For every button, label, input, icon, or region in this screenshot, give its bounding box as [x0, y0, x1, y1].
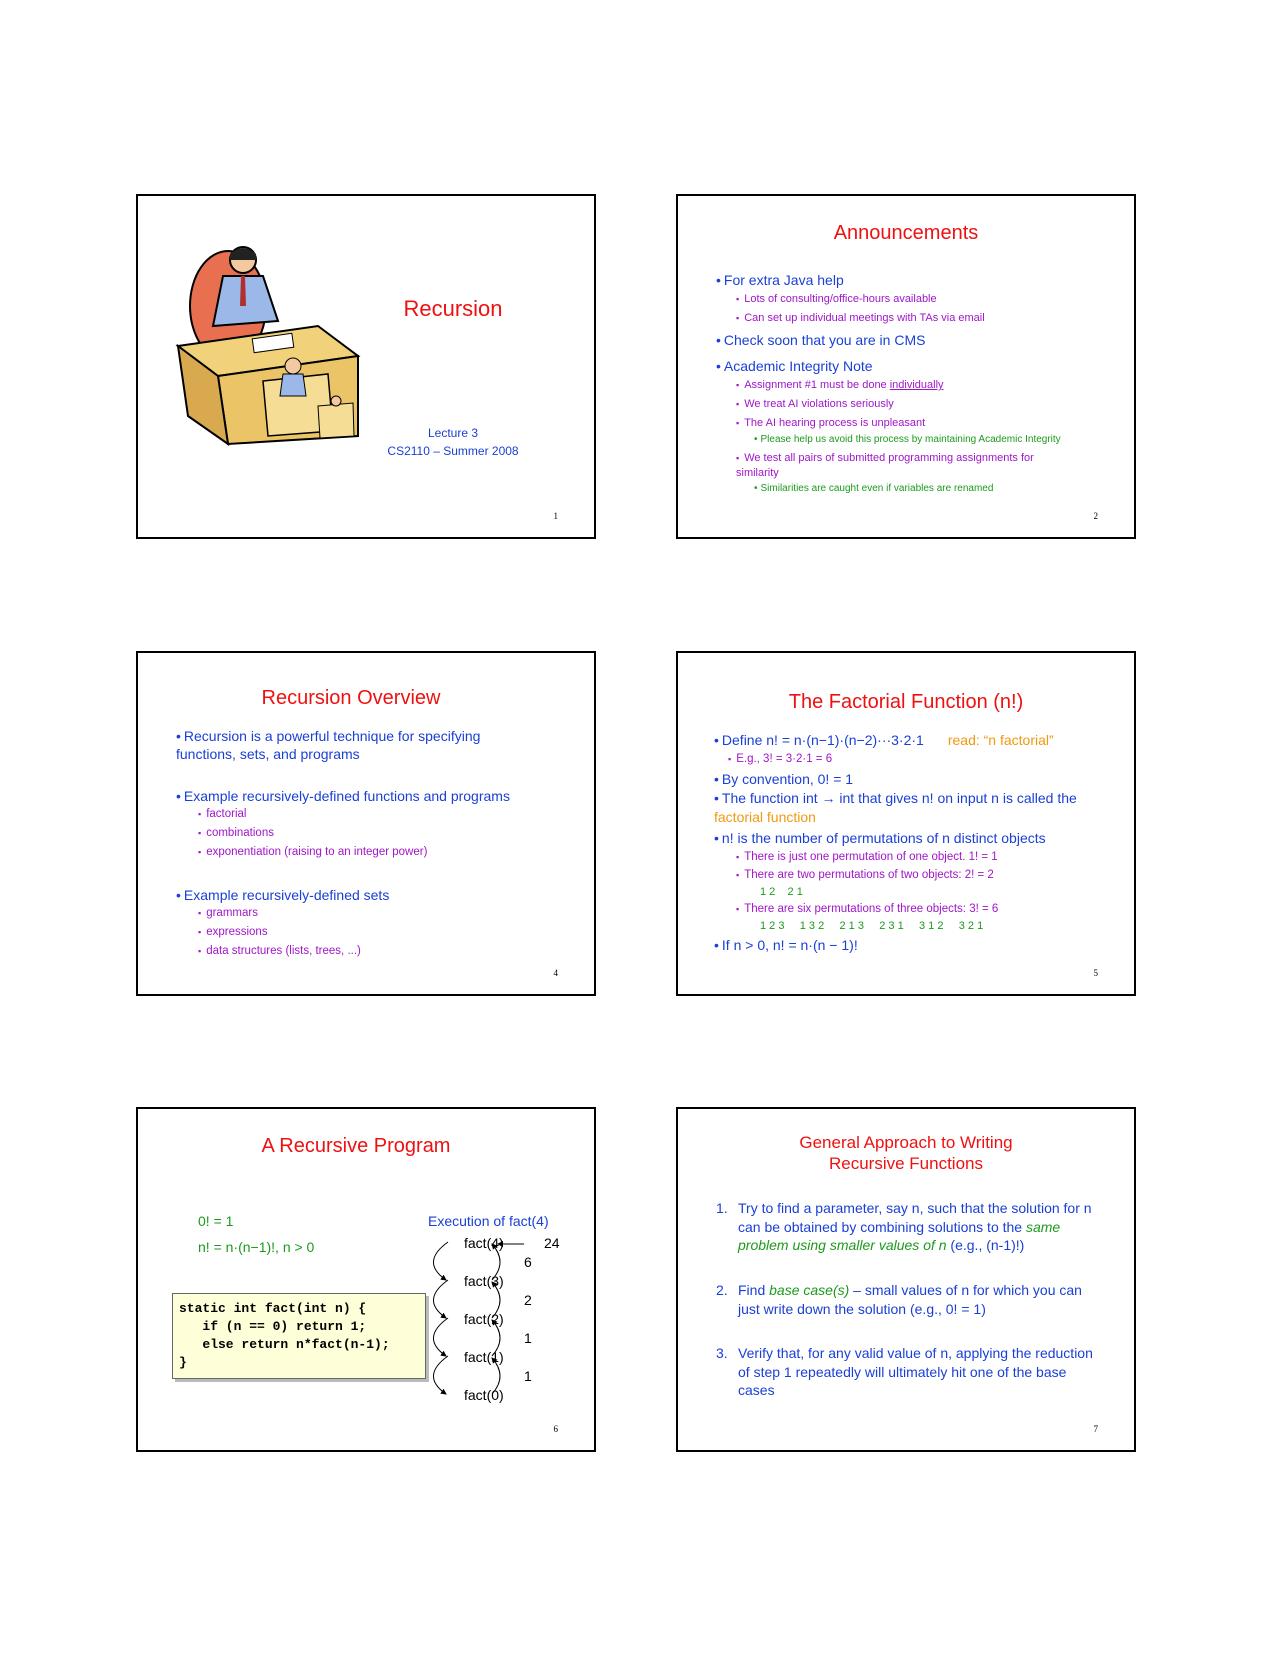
sub-bullet: ▪ E.g., 3! = 3·2·1 = 6 [728, 750, 1104, 768]
sub-bullet: ▪ grammars [198, 904, 556, 923]
bullet-function [714, 789, 1094, 827]
step-1-tail: (e.g., (n-1)!) [946, 1237, 1025, 1253]
return-2: 2 [524, 1292, 532, 1308]
slide-title: Recursion [403, 296, 503, 321]
page-number: 6 [553, 1424, 558, 1434]
sub-bullet: ▪ The AI hearing process is unpleasant [736, 414, 1096, 433]
slide-3 [136, 651, 596, 996]
step-2 [716, 1281, 1096, 1318]
return-24: 24 [544, 1235, 560, 1251]
page-number: 4 [553, 968, 558, 978]
page-number: 2 [1093, 511, 1098, 521]
step-2-tail: – small values of n for which you can just write down the solution (e.g., 0! = 1) [738, 1282, 1082, 1317]
permutation-example: 1 2 3 1 3 2 2 1 3 2 3 1 3 1 2 3 2 1 [760, 920, 984, 932]
individually-link: individually [889, 379, 944, 391]
sub-bullet: ▪ There is just one permutation of one object. 1! = 1 [736, 848, 1104, 866]
page-number: 1 [553, 511, 558, 521]
return-1-base: 1 [524, 1368, 532, 1384]
sub-bullet: ▪ We test all pairs of submitted programming assignments for similarity [736, 451, 1076, 481]
sub-bullet: ▪ There are two permutations of two objects: 2! = 2 [736, 866, 1104, 884]
bullet-recurrence: • If n > 0, n! = n·(n − 1)! [714, 936, 1104, 955]
sub-bullet: ▪ expressions [198, 923, 556, 942]
call-fact-2: fact(2) [464, 1311, 504, 1327]
slide-title: Announcements [833, 222, 979, 244]
call-fact-3: fact(3) [464, 1273, 504, 1289]
step-number: 3. [716, 1345, 728, 1361]
sub-bullet: ▪ factorial [198, 805, 556, 824]
assignment-text: ▪ Assignment #1 must be done [736, 379, 890, 391]
bullet-sets: • Example recursively-defined sets [176, 886, 556, 904]
slide-4 [676, 651, 1136, 996]
slide-5 [136, 1107, 596, 1452]
bullet-cms: • Check soon that you are in CMS [716, 330, 1096, 350]
bullet-define [714, 731, 1104, 750]
call-fact-0: fact(0) [464, 1387, 504, 1403]
slide-title: A Recursive Program [261, 1135, 451, 1157]
fact-code: static int fact(int n) { if (n == 0) return 1; else return n*fact(n-1); } [172, 1293, 426, 1379]
sub-sub-bullet: • Similarities are caught even if variables are renamed [754, 481, 1096, 497]
execution-label: Execution of fact(4) [428, 1213, 549, 1229]
sub-bullet: ▪ combinations [198, 824, 556, 843]
overview-list [176, 727, 556, 961]
sub-bullet: ▪ exponentiation (raising to an integer power) [198, 843, 556, 862]
step-1 [716, 1199, 1096, 1255]
slide-title-line-2: Recursive Functions [828, 1154, 983, 1173]
bullet-recursion: • Recursion is a powerful technique for specifying functions, sets, and programs [176, 727, 516, 763]
page-number: 5 [1093, 968, 1098, 978]
sub-bullet: ▪ There are six permutations of three objects: 3! = 6 [736, 900, 1104, 918]
base-equation: 0! = 1 [198, 1213, 234, 1229]
factorial-list [714, 731, 1104, 955]
slide-6 [676, 1107, 1136, 1452]
slide-1 [136, 194, 596, 539]
definition: Define n! = n·(n−1)·(n−2)···3·2·1 [721, 732, 924, 748]
recursive-equation: n! = n·(n−1)!, n > 0 [198, 1239, 315, 1255]
clipart-man-at-desk [168, 246, 368, 446]
read-note: read: “n factorial” [947, 732, 1054, 748]
step-1-highlight: same problem using smaller values of n [738, 1218, 1061, 1253]
function-text: The function int → int that gives n! on input n is called the [721, 790, 1077, 806]
step-1-text: Try to find a parameter, say n, such that the solution for n can be obtained by combining solutions to the [738, 1200, 1092, 1235]
step-3 [716, 1344, 1096, 1400]
call-fact-4: fact(4) [464, 1235, 504, 1251]
sub-bullet [736, 376, 1096, 395]
slide-title: The Factorial Function (n!) [788, 691, 1024, 713]
return-1: 1 [524, 1330, 532, 1346]
step-3-text: Verify that, for any valid value of n, applying the reduction of step 1 repeatedly will ultimately hit one of the base cases [738, 1345, 1093, 1398]
sub-sub-bullet: • Please help us avoid this process by maintaining Academic Integrity [754, 433, 1064, 447]
factorial-function-term: factorial function [714, 809, 816, 825]
call-fact-1: fact(1) [464, 1349, 504, 1365]
step-text [738, 1199, 1096, 1255]
sub-bullet: ▪ We treat AI violations seriously [736, 395, 1096, 414]
bullet-permutations: • n! is the number of permutations of n distinct objects [714, 829, 1104, 848]
bullet-java-help: • For extra Java help [716, 270, 1096, 290]
sub-bullet: ▪ Can set up individual meetings with TAs via email [736, 309, 1096, 328]
slide-2 [676, 194, 1136, 539]
sub-bullet: ▪ data structures (lists, trees, ...) [198, 942, 556, 961]
announcement-list [716, 270, 1096, 497]
call-arrows [428, 1234, 578, 1444]
step-number: 2. [716, 1282, 728, 1298]
slide-title: Recursion Overview [261, 687, 441, 709]
sub-bullet: ▪ Lots of consulting/office-hours available [736, 290, 1096, 309]
step-text [738, 1281, 1096, 1318]
page-number: 7 [1093, 1424, 1098, 1434]
permutation-example: 1 2 2 1 [760, 886, 803, 898]
slide-title-line-1: General Approach to Writing [799, 1133, 1013, 1152]
step-2-text: Find [738, 1282, 770, 1298]
return-6: 6 [524, 1254, 532, 1270]
bullet-convention: • By convention, 0! = 1 [714, 770, 1104, 789]
bullet-functions: • Example recursively-defined functions and programs [176, 787, 556, 805]
step-2-highlight: base case(s) [769, 1282, 850, 1298]
course-label: CS2110 – Summer 2008 [387, 444, 519, 458]
bullet-integrity: • Academic Integrity Note [716, 356, 1096, 376]
step-number: 1. [716, 1200, 728, 1216]
lecture-number: Lecture 3 [427, 426, 479, 440]
